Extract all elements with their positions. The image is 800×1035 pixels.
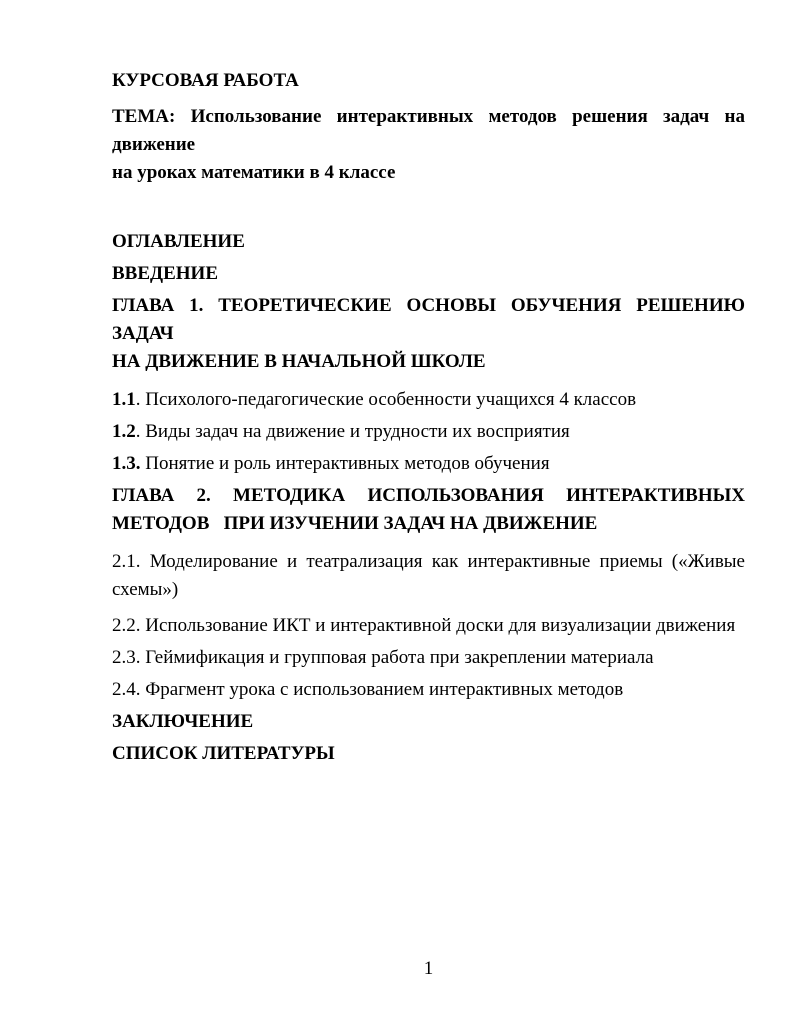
toc-entry-2-1 — [112, 548, 745, 604]
toc-entry-chapter2 — [112, 482, 745, 538]
toc-entry-1-1 — [112, 386, 745, 414]
toc-entry-2-3: 2.3. Геймификация и групповая работа при закреплении материала — [112, 647, 654, 668]
page-number: 1 — [423, 958, 434, 979]
toc-entry-chapter1 — [112, 292, 745, 376]
section-title: Понятие и роль интерактивных методов обучения — [140, 453, 550, 474]
chapter2-line-2: МЕТОДОВ ПРИ ИЗУЧЕНИИ ЗАДАЧ НА ДВИЖЕНИЕ — [112, 513, 598, 534]
toc-entry-introduction: ВВЕДЕНИЕ — [112, 263, 218, 284]
section-title: . Виды задач на движение и трудности их восприятия — [135, 421, 570, 442]
toc-entry-1-3 — [112, 450, 745, 478]
document-title: КУРСОВАЯ РАБОТА — [112, 70, 299, 91]
section-number: 1.1 — [112, 389, 136, 410]
toc-entry-1-2 — [112, 418, 745, 446]
document-theme — [112, 103, 745, 187]
section-number: 1.3. — [112, 453, 141, 474]
toc-entry-references: СПИСОК ЛИТЕРАТУРЫ — [112, 743, 335, 764]
theme-line-2: на уроках математики в 4 классе — [112, 162, 396, 183]
chapter2-line-1: ГЛАВА 2. МЕТОДИКА ИСПОЛЬЗОВАНИЯ ИНТЕРАКТИВНЫХ — [112, 485, 745, 506]
chapter1-line-1: ГЛАВА 1. ТЕОРЕТИЧЕСКИЕ ОСНОВЫ ОБУЧЕНИЯ РЕШЕНИЮ ЗАДАЧ — [112, 295, 745, 344]
toc-heading: ОГЛАВЛЕНИЕ — [112, 231, 245, 252]
toc-entry-2-4: 2.4. Фрагмент урока с использованием интерактивных методов — [112, 679, 624, 700]
section-2-1-line-2: схемы») — [112, 579, 179, 600]
toc-entry-2-2: 2.2. Использование ИКТ и интерактивной доски для визуализации движения — [112, 615, 736, 636]
section-number: 1.2 — [112, 421, 136, 442]
section-2-1-line-1: 2.1. Моделирование и театрализация как интерактивные приемы («Живые — [112, 551, 745, 572]
chapter1-line-2: НА ДВИЖЕНИЕ В НАЧАЛЬНОЙ ШКОЛЕ — [112, 351, 486, 372]
toc-entry-conclusion: ЗАКЛЮЧЕНИЕ — [112, 711, 254, 732]
theme-line-1: ТЕМА: Использование интерактивных методов решения задач на движение — [112, 106, 745, 155]
section-title: . Психолого-педагогические особенности учащихся 4 классов — [135, 389, 637, 410]
